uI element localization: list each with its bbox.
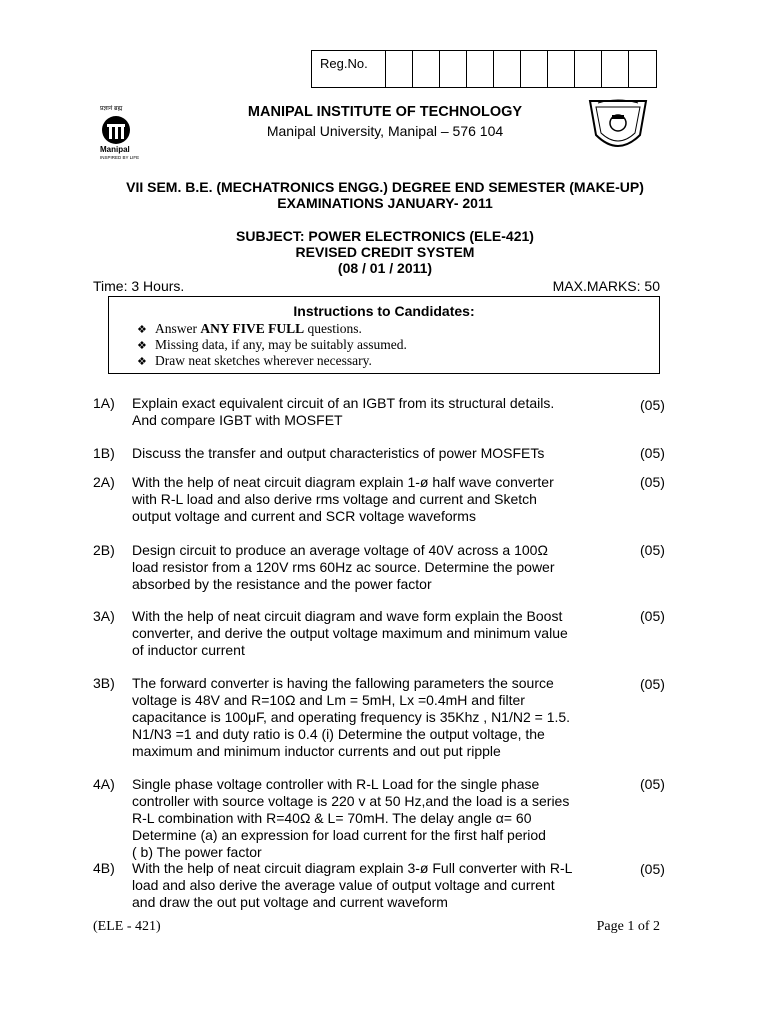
question-number: 1A) <box>93 395 115 411</box>
question-text: Design circuit to produce an average voltage of 40V across a 100Ω load resistor from a 120V rms 60Hz ac source. Determine the power absorbed by the resistance and the power factor <box>132 542 555 592</box>
question-marks: (05) <box>640 542 665 558</box>
reg-no-cell <box>548 51 575 87</box>
question-marks: (05) <box>640 676 665 692</box>
logo-brand: Manipal <box>100 145 130 154</box>
credit-system: REVISED CREDIT SYSTEM <box>295 244 475 260</box>
footer-page-number: Page 1 of 2 <box>596 919 660 934</box>
question-text: Explain exact equivalent circuit of an IGBT from its structural details. And compare IGBT with MOSFET <box>132 395 555 428</box>
question-number: 2B) <box>93 542 115 558</box>
instruction-item: ❖ Draw neat sketches wherever necessary. <box>137 353 372 368</box>
university-address: Manipal University, Manipal – 576 104 <box>266 123 504 139</box>
reg-no-cell <box>575 51 602 87</box>
institute-name: MANIPAL INSTITUTE OF TECHNOLOGY <box>247 104 523 120</box>
manipal-logo <box>96 104 154 160</box>
diamond-bullet-icon: ❖ <box>137 340 147 352</box>
diamond-bullet-icon: ❖ <box>137 356 147 368</box>
reg-no-cell <box>602 51 629 87</box>
logo-tagline: INSPIRED BY LIFE <box>100 155 140 160</box>
exam-time: Time: 3 Hours. <box>93 278 185 294</box>
question-number: 3B) <box>93 675 115 691</box>
question-marks: (05) <box>640 445 665 461</box>
question-text: With the help of neat circuit diagram explain 1-ø half wave converter with R-L load and also derive rms voltage and current and Sketch output voltage and current and SCR voltage waveforms <box>132 474 554 524</box>
reg-no-cell <box>440 51 467 87</box>
subject-title: SUBJECT: POWER ELECTRONICS (ELE-421) <box>236 228 534 244</box>
logo-top-text: प्रज्ञानं ब्रह्म <box>100 105 123 112</box>
question-number: 2A) <box>93 474 115 490</box>
question-marks: (05) <box>640 861 665 877</box>
question-number: 1B) <box>93 445 115 461</box>
semester-line-1: VII SEM. B.E. (MECHATRONICS ENGG.) DEGREE END SEMESTER (MAKE-UP) <box>126 179 644 195</box>
question-number: 3A) <box>93 608 115 624</box>
reg-no-cell <box>629 51 656 87</box>
question-text: With the help of neat circuit diagram and wave form explain the Boost converter, and derive the output voltage maximum and minimum value of inductor current <box>132 608 568 658</box>
question-marks: (05) <box>640 397 665 413</box>
question-number: 4A) <box>93 776 115 792</box>
diamond-bullet-icon: ❖ <box>137 324 147 336</box>
instruction-item: ❖ Missing data, if any, may be suitably assumed. <box>137 337 407 352</box>
question-marks: (05) <box>640 776 665 792</box>
question-text: The forward converter is having the fallowing parameters the source voltage is 48V and R=10Ω and Lm = 5mH, Lx =0.4mH and filter capacitance is 100μF, and operating frequency is 35Khz , N1/N2 = 1.5. N1/N3 =1 and duty ratio is 0.4 (i) Determine the output voltage, the maximum and minimum inductor currents and out put ripple <box>132 675 571 759</box>
exam-date: (08 / 01 / 2011) <box>337 260 433 276</box>
question-marks: (05) <box>640 608 665 624</box>
instructions-box <box>108 296 660 374</box>
instructions-title: Instructions to Candidates: <box>293 303 475 319</box>
reg-no-cell <box>494 51 521 87</box>
question-number: 4B) <box>93 860 115 876</box>
max-marks: MAX.MARKS: 50 <box>552 278 660 294</box>
footer-course-code: (ELE - 421) <box>93 919 161 934</box>
question-text: Discuss the transfer and output characteristics of power MOSFETs <box>132 445 545 461</box>
question-text: Single phase voltage controller with R-L Load for the single phase controller with source voltage is 220 v at 50 Hz,and the load is a series R-L combination with R=40Ω & L= 70mH. The delay angle α= 60 Determine (a) an expression for load current for the first half period ( b) The power factor <box>132 776 570 860</box>
reg-no-label: Reg.No. <box>312 51 386 87</box>
reg-no-cell <box>521 51 548 87</box>
reg-no-cell <box>467 51 494 87</box>
reg-no-cell <box>386 51 413 87</box>
reg-no-cell <box>413 51 440 87</box>
question-marks: (05) <box>640 474 665 490</box>
semester-line-2: EXAMINATIONS JANUARY- 2011 <box>277 195 493 211</box>
question-text: With the help of neat circuit diagram explain 3-ø Full converter with R-L load and also derive the average value of output voltage and current and draw the out put voltage and current waveform <box>132 860 573 910</box>
reg-no-box <box>311 50 657 88</box>
instruction-item: ❖ Answer ANY FIVE FULL questions. <box>137 321 362 336</box>
